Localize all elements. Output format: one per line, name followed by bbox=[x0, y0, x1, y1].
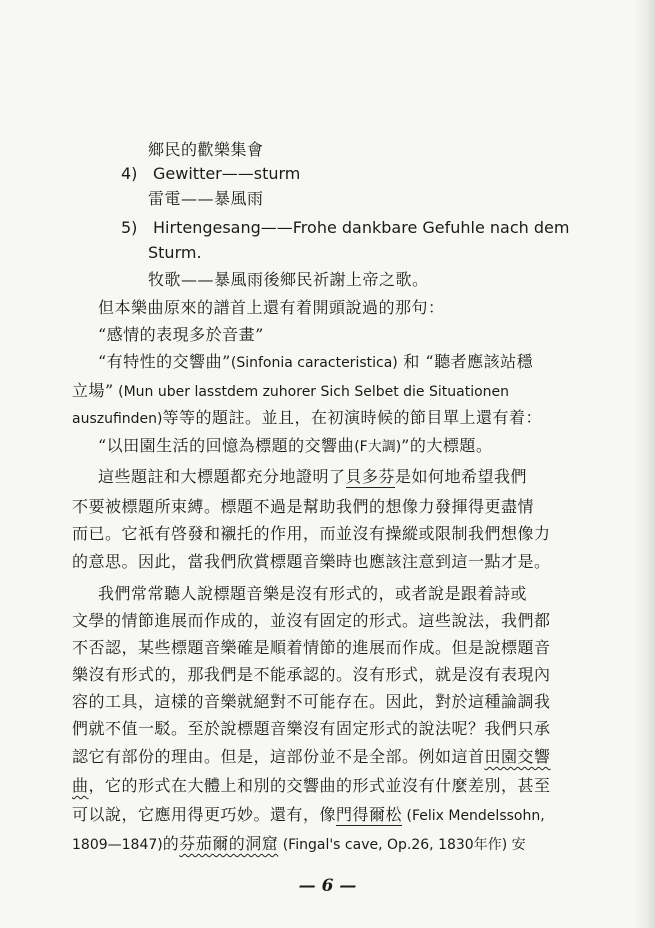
page-number: — 6 — bbox=[298, 876, 357, 896]
text: (Felix Mendelssohn, bbox=[402, 808, 545, 824]
text-line-21 bbox=[72, 692, 551, 712]
text-line-23 bbox=[72, 747, 551, 767]
text: 鄉民的歡樂集會 bbox=[148, 140, 264, 159]
text: 們就不值一駁。至於說標題音樂沒有固定形式的說法呢？我們只承 bbox=[72, 719, 551, 738]
text-line-16 bbox=[72, 552, 551, 572]
text: 這些題註和大標題都充分地證明了 bbox=[98, 467, 346, 486]
text: 不要被標題所束縛。標題不過是幫助我們的想像力發揮得更盡情 bbox=[72, 497, 535, 516]
text: 和 “聽者應該站穩 bbox=[397, 352, 534, 371]
text: 而已。它祇有啓發和襯托的作用，而並沒有操縱或限制我們想像力 bbox=[72, 524, 551, 543]
proper-name-mendelssohn: 門得爾松 bbox=[336, 805, 403, 824]
text-line-15 bbox=[72, 524, 551, 544]
text-line-17 bbox=[98, 584, 527, 604]
text-line-13 bbox=[98, 467, 527, 487]
work-title-pastoral-symphony: 田園交響 bbox=[484, 747, 551, 766]
text: (Mun uber lasstdem zuhorer Sich Selbet die Situationen bbox=[113, 384, 510, 400]
text: 可以說，它應用得更巧妙。還有，像 bbox=[72, 805, 337, 824]
text-line-3 bbox=[148, 189, 264, 209]
text: 樂沒有形式的，那我們是不能承認的。沒有形式，就是沒有表現內 bbox=[72, 665, 551, 684]
text: 文學的情節進展而作成的，並沒有固定的形式。這些說法，我們都 bbox=[72, 611, 551, 630]
text-line-11 bbox=[72, 408, 542, 429]
text-line-12 bbox=[98, 436, 492, 457]
text: 容的工具，這樣的音樂就絕對不可能存在。因此，對於這種論調我 bbox=[72, 692, 551, 711]
text-line-20 bbox=[72, 665, 551, 685]
text-line-8 bbox=[98, 325, 264, 345]
text: Gewitter——sturm bbox=[153, 164, 301, 183]
text-line-24 bbox=[72, 776, 551, 796]
text-line-7 bbox=[98, 298, 445, 318]
text: Sturm. bbox=[148, 243, 202, 262]
text-line-1 bbox=[148, 140, 264, 160]
page-edge-shadow bbox=[633, 0, 655, 928]
text: 1809—1847) bbox=[72, 837, 163, 853]
text: ，它的形式在大體上和別的交響曲的形式並沒有什麼差別，甚至 bbox=[88, 776, 551, 795]
text: 我們常常聽人說標題音樂是沒有形式的，或者說是跟着詩或 bbox=[98, 584, 528, 603]
text-line-22 bbox=[72, 719, 551, 739]
text-line-19 bbox=[72, 638, 551, 658]
text: 但本樂曲原來的譜首上還有着開頭說過的那句： bbox=[98, 298, 445, 317]
text-line-14 bbox=[72, 497, 534, 517]
text-line-9 bbox=[98, 352, 533, 373]
text: 雷電——暴風雨 bbox=[148, 189, 264, 208]
work-title-fingals-cave: 芬茄爾的洞窟 bbox=[179, 834, 279, 853]
text: 認它有部份的理由。但是，這部份並不是全部。例如這首 bbox=[72, 747, 485, 766]
text: 牧歌——暴風雨後鄉民祈謝上帝之歌。 bbox=[148, 270, 429, 289]
text-line-5 bbox=[148, 243, 202, 263]
text-line-26 bbox=[72, 834, 526, 855]
text-line-18 bbox=[72, 611, 551, 631]
text: auszufinden) bbox=[72, 411, 163, 427]
text: 等等的題註。並且，在初演時候的節目單上還有着： bbox=[162, 408, 543, 427]
text: 的意思。因此，當我們欣賞標題音樂時也應該注意到這一點才是。 bbox=[72, 552, 551, 571]
work-title-pastoral-symphony-end: 曲 bbox=[72, 776, 89, 795]
text: (F大調) bbox=[354, 439, 402, 455]
text-line-2 bbox=[121, 164, 300, 184]
text: “以田園生活的回憶為標題的交響曲 bbox=[98, 436, 355, 455]
text: 立場” bbox=[72, 381, 114, 400]
text: 的 bbox=[162, 834, 180, 853]
text: “感情的表現多於音畫” bbox=[98, 325, 264, 344]
text-line-10 bbox=[72, 381, 509, 402]
text-line-4 bbox=[121, 218, 569, 238]
text: 不否認，某些標題音樂確是順着情節的進展而作成。但是說標題音 bbox=[72, 638, 551, 657]
text-line-6 bbox=[148, 270, 429, 290]
list-number: 5) bbox=[121, 218, 138, 237]
text: Hirtengesang——Frohe dankbare Gefuhle nach dem bbox=[153, 218, 570, 237]
text-line-25 bbox=[72, 805, 545, 826]
text: (Sinfonia caracteristica) bbox=[230, 355, 398, 371]
text: (Fingal's cave, Op.26, 1830年作) 安 bbox=[278, 837, 526, 853]
list-number: 4) bbox=[121, 164, 138, 183]
text: “有特性的交響曲” bbox=[98, 352, 231, 371]
text: 是如何地希望我們 bbox=[395, 467, 528, 486]
proper-name-beethoven: 貝多芬 bbox=[345, 467, 396, 486]
text: ”的大標題。 bbox=[401, 436, 493, 455]
